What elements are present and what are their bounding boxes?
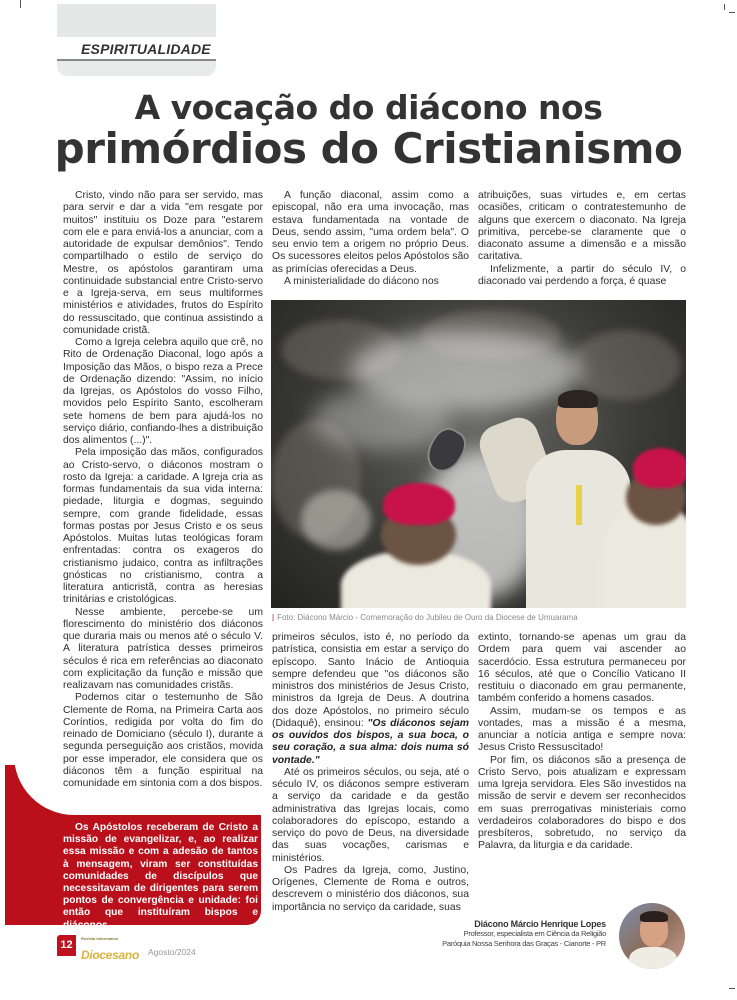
paragraph: Assim, mudam-se os tempos e as vontades, mas a missão é a mesma, anunciar a notícia antiga e sempre nova: Jesus Cristo Ressuscitado! — [478, 705, 686, 754]
article-photo — [271, 300, 686, 608]
caption-text: Foto: Diácono Márcio - Comemoração do Jubileu de Ouro da Diocese de Umuarama — [277, 613, 578, 622]
crop-mark — [724, 4, 725, 10]
article-column-1 — [63, 190, 263, 790]
paragraph: A ministerialidade do diácono nos — [284, 275, 439, 287]
paragraph: Infelizmente, a partir do século IV, o diaconado vai perdendo a força, é quase — [478, 263, 686, 287]
article-column-2-top — [272, 190, 469, 288]
paragraph: Nesse ambiente, percebe-se um florescimento do ministério dos diáconos que duraria mais ou menos até o século V. A literatura patrística desses primeiros séculos é rica em referências ao diaconato com explicitação da função e missão que realizavam nas comunidades cristãs. — [63, 606, 263, 691]
author-title: Professor, especialista em Ciência da Religião — [463, 929, 606, 938]
paragraph: Cristo, vindo não para ser servido, mas para servir e dar a vida "em resgate por muitos" instituiu os Doze para "estarem com ele e para enviá-los a anunciar, com a autoridade de expulsar demônios". Tendo compartilhado o estilo de serviço do Mestre, os apóstolos garantiram uma continuidade substancial entre Cristo-servo e a Igreja-serva, em seus multiformes ministérios e atividades, frutos do Espírito do ressuscitado, que continua assistindo a comunidade cristã. — [63, 190, 263, 336]
author-parish: Paróquia Nossa Senhora das Graças - Cianorte - PR — [442, 939, 606, 948]
section-tab — [57, 4, 216, 76]
zucchetto — [383, 483, 455, 525]
author-avatar — [619, 903, 685, 969]
author-name: Diácono Márcio Henrique Lopes — [474, 919, 606, 929]
paragraph: Os Padres da Igreja, como, Justino, Orígenes, Clemente de Roma e outros, descrevem o ministério dos diáconos, sua importância no serviço da caridade, suas — [272, 864, 469, 913]
publication-logo — [81, 936, 139, 963]
pull-quote — [63, 822, 258, 932]
paragraph: Pela imposição das mãos, configurados ao Cristo-servo, o diáconos mostram o rosto da Igreja: a caridade. A Igreja cria as formas fundamentais da sua vida interna: piedade, liturgia e dogmas, seguindo sempre, com grande fidelidade, essas formas postas por Jesus Cristo e os seus Apóstolos. Muitas lutas teológicas foram enfrentadas: contra os exageros do cristianismo judaico, contra as infiltrações gnósticas no cristianismo, contra a literatura anticristã, contra as heresias trinitárias e cristológicas. — [63, 447, 263, 606]
section-label: ESPIRITUALIDADE — [81, 41, 211, 57]
article-column-3-top — [478, 190, 686, 288]
section-tab-top — [57, 4, 216, 37]
crop-mark — [20, 0, 21, 8]
caption-bar-icon: | — [272, 613, 275, 622]
headline-line-2: primórdios do Cristianismo — [54, 124, 683, 173]
page-number: 12 — [57, 935, 76, 956]
paragraph: primeiros séculos, isto é, no período da patrística, consistia em estar a serviço do epíscopo. Santo Inácio de Antioquia sempre defendeu que "os diáconos são ministros dos ministérios de Jesus Cristo, ministros da Igreja de Deus. A doutrina dos doze Apóstolos, no primeiro século (Didaquê), ensinou: "Os diáconos sejam os ouvidos dos bispos, a sua boca, o seu coração, a sua alma: dois numa só vontade." — [272, 632, 469, 766]
article-column-2-bottom — [272, 632, 469, 914]
paragraph: extinto, tornando-se apenas um grau da Ordem para quem vai ascender ao sacerdócio. Essa estrutura permaneceu por 16 séculos, até que o Concílio Vaticano II restituiu o diaconado em grau permanente, também conferido a homens casados. — [478, 632, 686, 705]
article-column-3-bottom — [478, 632, 686, 853]
headline-line-1: A vocação do diácono nos — [134, 88, 603, 127]
didache-quote: "Os diáconos sejam os ouvidos dos bispos, a sua boca, o seu coração, a sua alma: dois numa só vontade." — [272, 717, 469, 766]
issue-date: Agosto/2024 — [148, 947, 196, 957]
paragraph: Até os primeiros séculos, ou seja, até o século IV, os diáconos sempre estiveram a serviço da caridade e da gestão administrativa das Igrejas locais, como colaboradores do epíscopo, estando a serviço do povo de Deus, na diversidade das suas vocações, carismas e ministérios. — [272, 766, 469, 864]
author-byline — [442, 919, 606, 949]
pull-quote-text: Os Apóstolos receberam de Cristo a missão de evangelizar, e, ao realizar essa missão e com a adesão de tantos à mensagem, viram ser constituídas comunidades de discípulos que necessitavam de dirigentes para serem pontos de convergência e unidade: foi então que instituíram bispos e diáconos. — [63, 822, 258, 931]
paragraph: atribuições, suas virtudes e, em certas ocasiões, criticam o contratestemunho de alguns que exercem o diaconato. Na Igreja primitiva, percebe-se claramente que o diaconato assume a dimensão e a missão caritativa. — [478, 190, 686, 263]
logo-title: Diocesano — [81, 948, 139, 962]
photo-caption — [272, 613, 578, 622]
paragraph: Como a Igreja celebra aquilo que crê, no Rito de Ordenação Diaconal, logo após a Imposição das Mãos, o bispo reza a Prece de Ordenação dizendo: "Assim, no início da Igrejas, os Apóstolos do vosso Filho, movidos pelo Espírito Santo, escolheram sete homens de bem para ajudá-los no serviço diário, confiando-lhes a distribuição dos alimentos (...)". — [63, 337, 263, 446]
crop-mark — [729, 12, 735, 13]
crop-mark — [729, 988, 735, 989]
paragraph: A função diaconal, assim como a episcopal, não era uma invocação, mas estava fundamentada na vontade de Deus, sendo assim, "uma ordem bela". O seu envio tem a origem no próprio Deus. Os sucessores eleitos pelos Apóstolos são as primícias oferecidas a Deus. — [272, 190, 469, 275]
logo-subtitle: Revista Informativo — [81, 936, 119, 941]
paragraph: Podemos citar o testemunho de São Clemente de Roma, na Primeira Carta aos Coríntios, redigida por volta do fim do reinado de Domiciano (século I), durante a segunda perseguição aos cristãos, movida por esse imperador, ele considera que os diáconos têm a função espiritual na comunidade em sintonia com a dos bispos. — [63, 692, 263, 789]
paragraph: Por fim, os diáconos são a presença de Cristo Servo, pois atualizam e expressam uma Igreja servidora. Eles São investidos na missão de servir e devem ser reconhecidos em suas prerrogativas ministeriais como verdadeiros colaboradores do bispo e dos presbíteros, sobretudo, no serviço da Palavra, da liturgia e da caridade. — [478, 754, 686, 852]
